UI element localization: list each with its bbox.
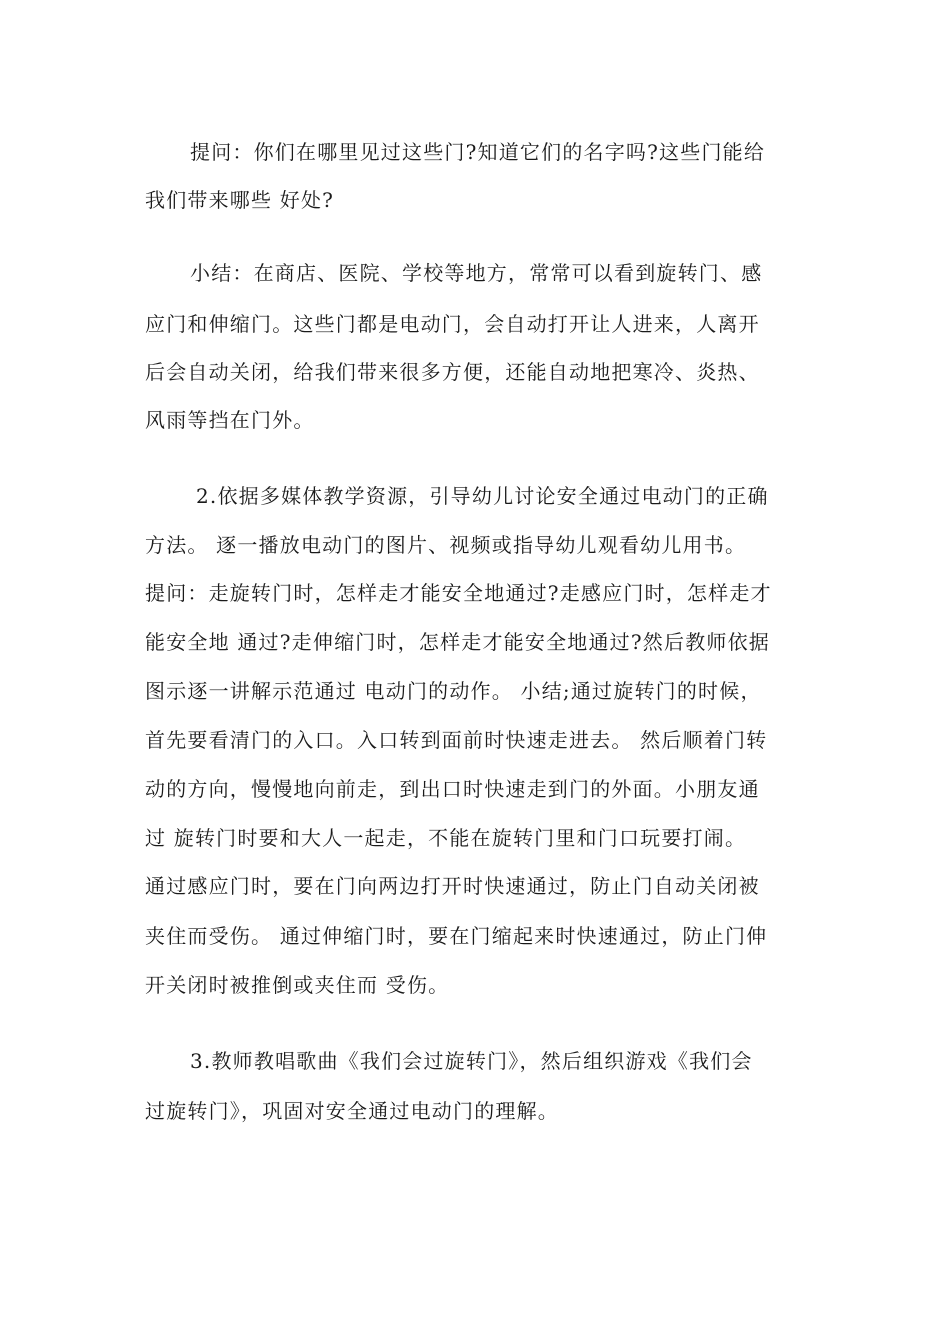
paragraph-1-line-1: 提问：你们在哪里见过这些门?知道它们的名字吗?这些门能给 <box>190 140 766 164</box>
paragraph-3-line-5: 图示逐一讲解示范通过 电动门的动作。 小结;通过旋转门的时候， <box>145 679 762 703</box>
paragraph-2-line-1: 小结：在商店、医院、学校等地方，常常可以看到旋转门、感 <box>190 261 763 285</box>
paragraph-3-line-4: 能安全地 通过?走伸缩门时，怎样走才能安全地通过?然后教师依据 <box>145 630 771 654</box>
paragraph-3-line-9: 通过感应门时，要在门向两边打开时快速通过，防止门自动关闭被 <box>145 874 760 898</box>
paragraph-3-line-7: 动的方向，慢慢地向前走，到出口时快速走到门的外面。小朋友通 <box>145 777 760 801</box>
paragraph-2-line-4: 风雨等挡在门外。 <box>145 408 315 432</box>
paragraph-3-line-1: 2.依据多媒体教学资源，引导幼儿讨论安全通过电动门的正确 <box>196 484 769 508</box>
paragraph-3-line-8: 过 旋转门时要和大人一起走，不能在旋转门里和门口玩要打闹。 <box>145 826 747 850</box>
paragraph-3-line-11: 开关闭时被推倒或夹住而 受伤。 <box>145 973 450 997</box>
paragraph-3-line-10: 夹住而受伤。 通过伸缩门时，要在门缩起来时快速通过，防止门伸 <box>145 924 768 948</box>
paragraph-1-line-2: 我们带来哪些 好处? <box>145 188 335 212</box>
paragraph-2-line-3: 后会自动关闭，给我们带来很多方便，还能自动地把寒冷、炎热、 <box>145 360 760 384</box>
paragraph-3-line-6: 首先要看清门的入口。入口转到面前时快速走进去。 然后顺着门转 <box>145 728 768 752</box>
paragraph-4-line-1: 3.教师教唱歌曲《我们会过旋转门》，然后组织游戏《我们会 <box>190 1049 753 1073</box>
paragraph-2-line-2: 应门和伸缩门。这些门都是电动门，会自动打开让人进来，人离开 <box>145 312 760 336</box>
paragraph-3-line-3: 提问：走旋转门时，怎样走才能安全地通过?走感应门时，怎样走才 <box>145 581 772 605</box>
paragraph-4-line-2: 过旋转门》，巩固对安全通过电动门的理解。 <box>145 1099 559 1123</box>
paragraph-3-line-2: 方法。 逐一播放电动门的图片、视频或指导幼儿观看幼儿用书。 <box>145 533 747 557</box>
